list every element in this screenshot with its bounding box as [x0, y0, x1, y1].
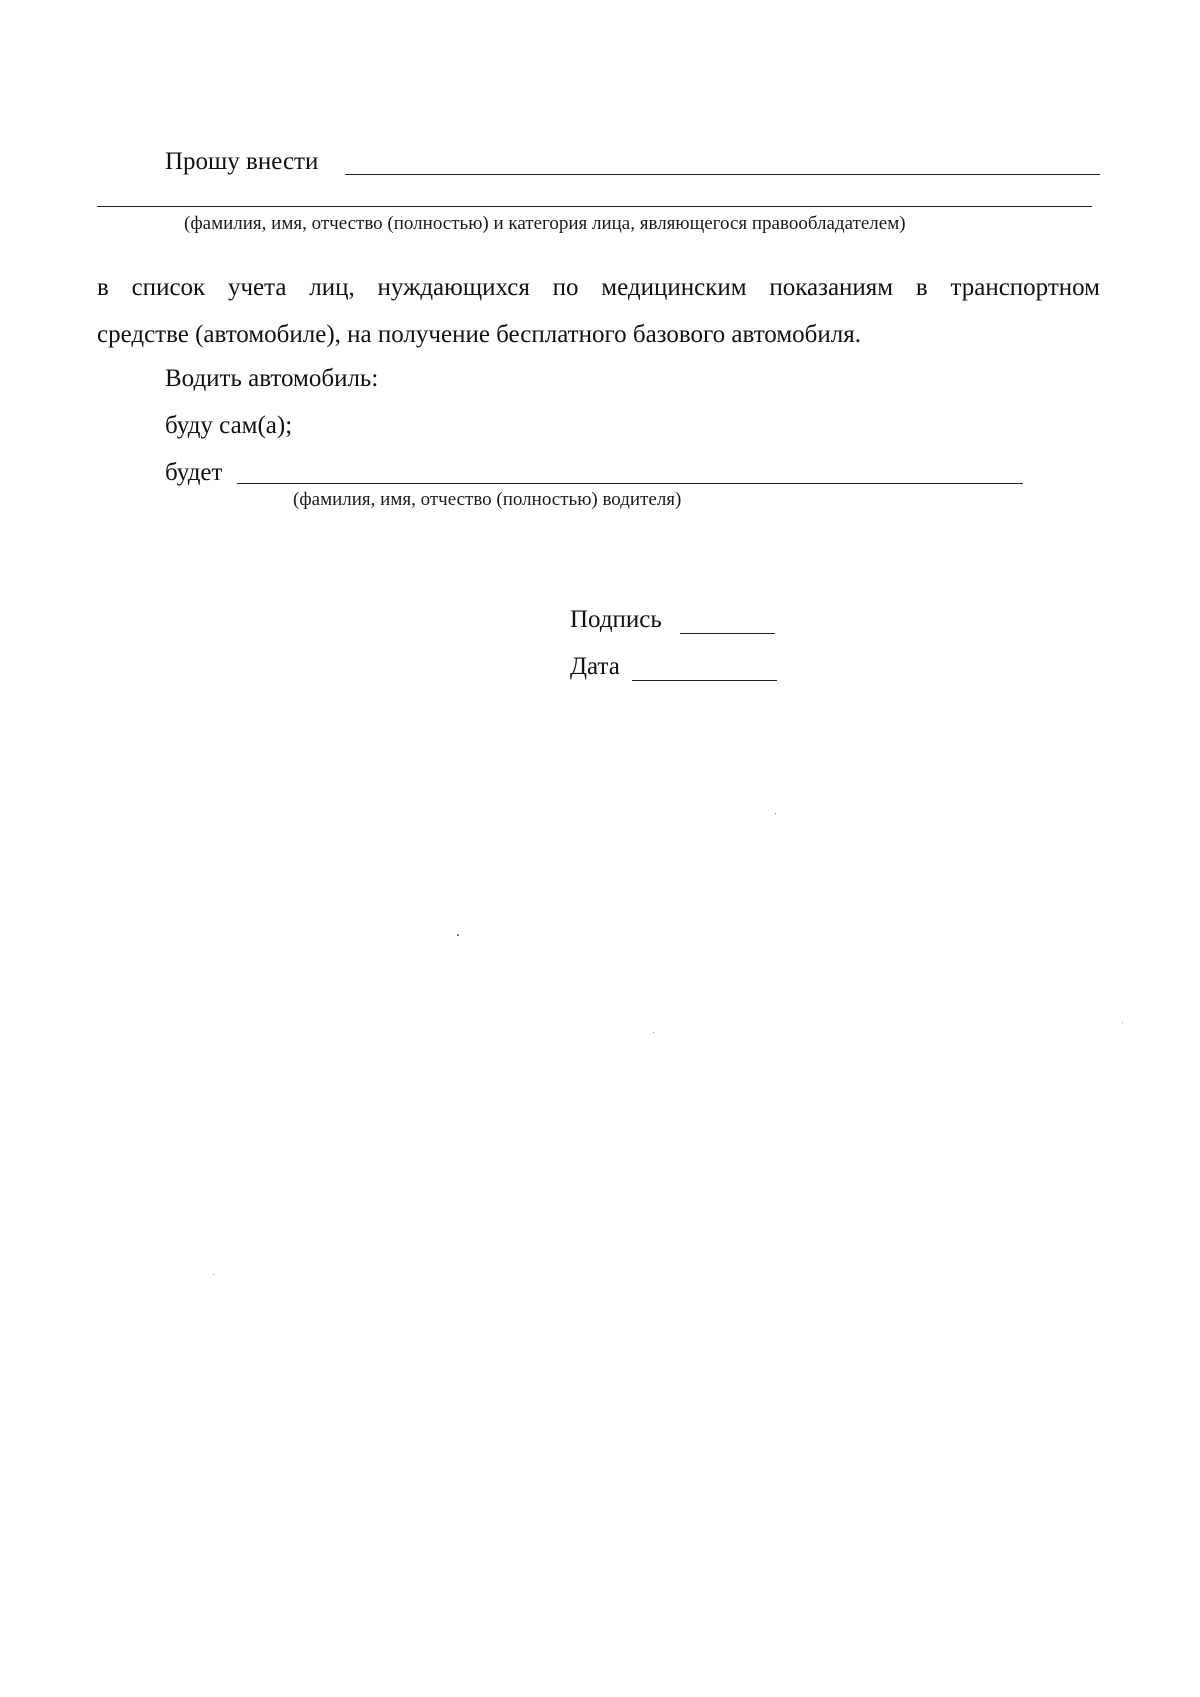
scan-speck	[1122, 1022, 1123, 1023]
driving-option-self: буду сам(а);	[165, 412, 293, 439]
body-line-1: в список учета лиц, нуждающихся по медицинским показаниям в транспортном	[97, 274, 1100, 301]
scan-speck	[775, 813, 776, 814]
scan-speck	[457, 934, 459, 936]
driving-option-other-label: будет	[165, 459, 223, 486]
driver-name-field-line[interactable]	[237, 483, 1023, 484]
driver-caption: (фамилия, имя, отчество (полностью) водителя)	[293, 489, 682, 510]
date-label: Дата	[570, 653, 620, 680]
request-name-field-line[interactable]	[345, 174, 1100, 175]
request-caption: (фамилия, имя, отчество (полностью) и категория лица, являющегося правообладателем)	[184, 213, 906, 234]
request-name-field-line-2[interactable]	[97, 206, 1092, 207]
body-paragraph	[97, 264, 1100, 358]
signature-field-line[interactable]	[680, 633, 775, 634]
request-lead-text: Прошу внести	[165, 148, 319, 175]
driving-heading: Водить автомобиль:	[165, 365, 379, 392]
scan-speck	[213, 1274, 214, 1275]
signature-label: Подпись	[570, 606, 662, 633]
scan-speck	[653, 1032, 654, 1033]
date-field-line[interactable]	[632, 680, 777, 681]
body-line-2: средстве (автомобиле), на получение бесплатного базового автомобиля.	[97, 321, 861, 348]
